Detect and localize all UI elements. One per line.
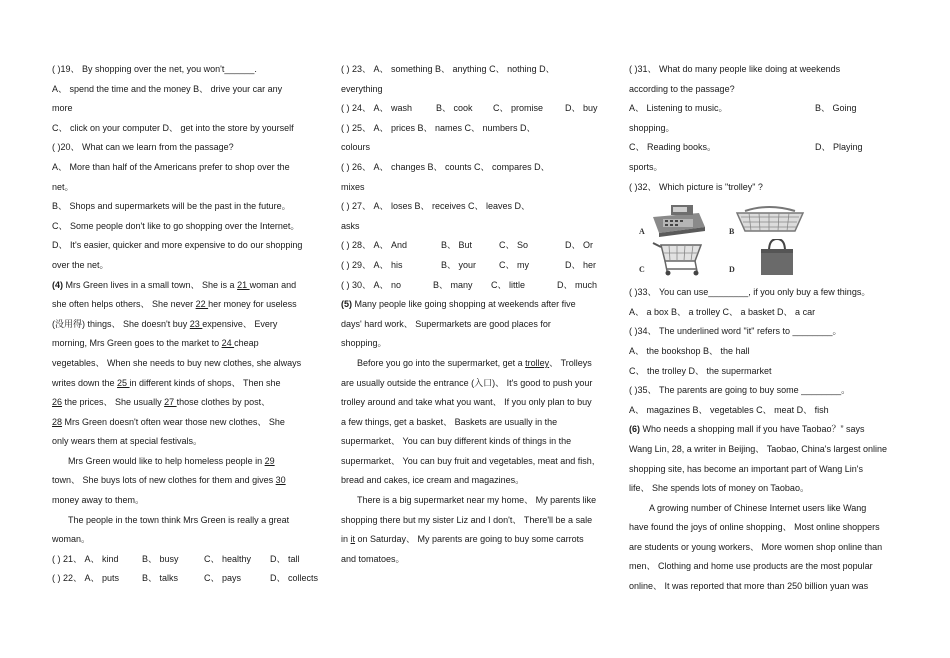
q34-stem: ( )34、 The underlined word "it" refers to ________。 xyxy=(629,326,842,337)
passage-6-line: have found the joys of online shopping、 Most online shoppers xyxy=(629,522,880,533)
passage-6-line: Wang Lin, 28, a writer in Beijing、 Taobao, China's largest online xyxy=(629,443,888,454)
basket-icon xyxy=(729,203,809,237)
blank-22: 22 xyxy=(195,299,209,310)
picture-b-label: B xyxy=(729,227,735,237)
blank-23: 23 xyxy=(189,318,203,329)
underlined-trolley: trolley xyxy=(525,357,550,368)
q27-row: ( ) 27、 A、 loses B、 receives C、 leaves D、 xyxy=(341,201,531,212)
passage-text: (没用得) things、 She doesn't buy xyxy=(52,318,190,329)
q31-option-a: A、 Listening to music。 xyxy=(629,103,728,114)
q33-stem: ( )33、 You can use________, if you only buy a few things。 xyxy=(629,287,871,298)
passage-4-line xyxy=(52,413,322,433)
q29-row xyxy=(341,256,611,276)
q19-option-ab-cont: more xyxy=(52,103,73,114)
q22-option-c: C、 pays xyxy=(204,573,242,584)
passage-text: Many people like going shopping at weekends after five xyxy=(352,299,576,310)
passage-5-line: trolley around and take what you want、 If you only plan to buy xyxy=(341,397,592,408)
q20-option-d-cont: over the net。 xyxy=(52,259,109,270)
q34-options-cd: C、 the trolley D、 the supermarket xyxy=(629,365,772,376)
q29-option-c: C、 my xyxy=(499,259,529,270)
passage-4-line xyxy=(52,393,322,413)
passage-5-line: shopping。 xyxy=(341,338,387,349)
passage-6-line: A growing number of Chinese Internet users like Wang xyxy=(649,502,867,513)
blank-24: 24 xyxy=(221,338,235,349)
q22-row xyxy=(52,569,322,589)
blank-29: 29 xyxy=(264,455,275,466)
q25-row-cont: colours xyxy=(341,142,371,153)
q19-stem: ( )19、 By shopping over the net, you won't______. xyxy=(52,64,257,74)
passage-6-line: online、 It was reported that more than 250 billion yuan was xyxy=(629,581,869,592)
passage-4-line: vegetables、 When she needs to buy new clothes, she always xyxy=(52,357,302,368)
q20-option-a-cont: net。 xyxy=(52,181,74,192)
passage-4-line: only wears them at special festivals。 xyxy=(52,436,203,447)
passage-text: cheap xyxy=(234,338,259,349)
q20-option-b: B、 Shops and supermarkets will be the past in the future。 xyxy=(52,201,291,212)
q31-option-b: B、 Going xyxy=(815,103,857,114)
underlined-it: it xyxy=(350,534,356,545)
column-3 xyxy=(629,60,901,597)
passage-6-line: life、 She spends lots of money on Taobao。 xyxy=(629,483,809,494)
passage-text: Mrs Green would like to help homeless people in xyxy=(68,455,265,466)
picture-b-basket xyxy=(729,203,809,237)
passage-text: Before you go into the supermarket, get a xyxy=(357,357,526,368)
passage-text: morning, Mrs Green goes to the market to xyxy=(52,338,222,349)
passage-5-number: (5) xyxy=(341,299,352,310)
q34-options-ab: A、 the bookshop B、 the hall xyxy=(629,345,750,356)
q31-option-d-cont: sports。 xyxy=(629,161,663,172)
passage-6-line: men、 Clothing and home use products are the most popular xyxy=(629,561,873,572)
passage-text: her money for useless xyxy=(208,299,297,310)
passage-5-line: a few things, get a basket、 Baskets are usually in the xyxy=(341,416,558,427)
column-1 xyxy=(52,60,322,589)
passage-4-line xyxy=(52,315,322,335)
q24-option-c: C、 promise xyxy=(493,103,544,114)
q28-option-d: D、 Or xyxy=(565,240,593,251)
q35-stem: ( )35、 The parents are going to buy some ________。 xyxy=(629,385,851,396)
passage-6-number: (6) xyxy=(629,424,640,435)
passage-text: 、 Trolleys xyxy=(549,357,592,368)
picture-d-label: D xyxy=(729,265,735,275)
q29-option-b: B、 your xyxy=(441,259,477,270)
picture-c-trolley xyxy=(639,239,719,277)
q28-row xyxy=(341,236,611,256)
passage-5-line: days' hard work、 Supermarkets are good places for xyxy=(341,318,551,329)
q24-stem-a: ( ) 24、 A、 wash xyxy=(341,103,413,114)
q30-option-c: C、 little xyxy=(491,279,526,290)
q30-stem-a: ( ) 30、 A、 no xyxy=(341,279,402,290)
q19-option-cd: C、 click on your computer D、 get into the store by yourself xyxy=(52,122,294,133)
passage-text: expensive、 Every xyxy=(202,318,278,329)
q28-stem-a: ( ) 28、 A、 And xyxy=(341,240,408,251)
q30-option-d: D、 much xyxy=(557,279,598,290)
passage-6-line xyxy=(629,420,901,440)
q22-option-b: B、 talks xyxy=(142,573,179,584)
q19-option-ab: A、 spend the time and the money B、 drive your car any xyxy=(52,83,283,94)
q30-option-b: B、 many xyxy=(433,279,473,290)
q22-stem-a: ( ) 22、 A、 puts xyxy=(52,573,120,584)
q30-row xyxy=(341,276,611,296)
blank-26: 26 xyxy=(52,397,63,408)
passage-5-line: supermarket、 You can buy different kinds of things in the xyxy=(341,436,572,447)
q32-stem: ( )32、 Which picture is "trolley" ? xyxy=(629,181,763,192)
trolley-icon xyxy=(639,239,719,277)
passage-5-line: bread and cakes, ice cream and magazines。 xyxy=(341,475,525,486)
passage-4-number: (4) xyxy=(52,279,63,290)
q35-options: A、 magazines B、 vegetables C、 meat D、 fish xyxy=(629,404,829,415)
passage-text: in xyxy=(341,534,351,545)
passage-5-line: supermarket、 You can buy fruit and vegetables, meat and fish, xyxy=(341,455,595,466)
passage-6-line: are students or young workers、 More women shop online than xyxy=(629,541,883,552)
picture-d-bag xyxy=(729,239,809,277)
shopping-bag-icon xyxy=(729,239,809,277)
passage-6-line: shopping site, has become an important part of Wang Lin's xyxy=(629,463,864,474)
passage-5-line xyxy=(341,354,611,374)
picture-c-label: C xyxy=(639,265,645,275)
passage-4-line xyxy=(52,334,322,354)
passage-4-line: money away to them。 xyxy=(52,495,145,506)
q31-option-cd xyxy=(629,138,901,158)
passage-5-line: are usually outside the entrance (入口)、 It's good to push your xyxy=(341,377,593,388)
passage-text: those clothes by post、 xyxy=(176,397,271,408)
q31-option-ab xyxy=(629,99,901,119)
passage-4-line xyxy=(52,276,322,296)
passage-4-line xyxy=(52,452,322,472)
q21-row xyxy=(52,550,322,570)
passage-text: Who needs a shopping mall if you have Taobao？” says xyxy=(640,424,865,435)
passage-text: she often helps others、 She never xyxy=(52,299,196,310)
q23-row: ( ) 23、 A、 something B、 anything C、 nothing D、 xyxy=(341,64,555,74)
q29-option-d: D、 her xyxy=(565,259,597,270)
q25-row: ( ) 25、 A、 prices B、 names C、 numbers D、 xyxy=(341,122,536,133)
q26-row-cont: mixes xyxy=(341,181,365,192)
passage-4-line xyxy=(52,471,322,491)
passage-text: Mrs Green doesn't often wear those new clothes、 She xyxy=(62,416,285,427)
q31-stem: ( )31、 What do many people like doing at weekends xyxy=(629,64,841,74)
passage-text: on Saturday、 My parents are going to buy some carrots xyxy=(355,534,584,545)
blank-30: 30 xyxy=(275,475,286,486)
q31-stem-cont: according to the passage? xyxy=(629,83,735,94)
q21-option-d: D、 tall xyxy=(270,553,300,564)
q28-option-c: C、 So xyxy=(499,240,529,251)
q24-option-d: D、 buy xyxy=(565,103,598,114)
passage-5-line xyxy=(341,530,611,550)
picture-a-label: A xyxy=(639,227,645,237)
q24-row xyxy=(341,99,611,119)
picture-a-cash-register xyxy=(639,203,719,237)
passage-text: Mrs Green lives in a small town、 She is a xyxy=(63,279,238,290)
q31-option-b-cont: shopping。 xyxy=(629,122,675,133)
blank-25: 25 xyxy=(117,377,130,388)
q20-option-a: A、 More than half of the Americans prefer to shop over the xyxy=(52,161,290,172)
q31-option-c: C、 Reading books。 xyxy=(629,142,717,153)
q24-option-b: B、 cook xyxy=(436,103,473,114)
passage-text: writes down the xyxy=(52,377,118,388)
blank-21: 21 xyxy=(237,279,250,290)
q27-row-cont: asks xyxy=(341,220,360,231)
passage-4-line xyxy=(52,374,322,394)
q31-option-d: D、 Playing xyxy=(815,142,863,153)
passage-5-line xyxy=(341,295,611,315)
passage-5-line: shopping there but my sister Liz and I don't、 There'll be a sale xyxy=(341,514,593,525)
q21-stem-a: ( ) 21、 A、 kind xyxy=(52,553,119,564)
q20-stem: ( )20、 What can we learn from the passage? xyxy=(52,142,234,153)
passage-text: town、 She buys lots of new clothes for them and gives xyxy=(52,475,276,486)
q20-option-d: D、 It's easier, quicker and more expensive to do our shopping xyxy=(52,240,303,251)
passage-text: woman and xyxy=(249,279,297,290)
passage-4-line: woman。 xyxy=(52,534,91,545)
q32-pictures xyxy=(629,201,901,281)
q26-row: ( ) 26、 A、 changes B、 counts C、 compares D、 xyxy=(341,161,550,172)
blank-27: 27 xyxy=(164,397,177,408)
q21-option-b: B、 busy xyxy=(142,553,179,564)
passage-5-line: There is a big supermarket near my home、 My parents like xyxy=(357,495,597,506)
q29-stem-a: ( ) 29、 A、 his xyxy=(341,259,403,270)
q20-option-c: C、 Some people don't like to go shopping over the Internet。 xyxy=(52,220,300,231)
q23-row-cont: everything xyxy=(341,83,383,94)
q21-option-c: C、 healthy xyxy=(204,553,252,564)
q28-option-b: B、 But xyxy=(441,240,473,251)
q33-options: A、 a box B、 a trolley C、 a basket D、 a car xyxy=(629,306,816,317)
q22-option-d: D、 collects xyxy=(270,573,319,584)
passage-text: in different kinds of shops、 Then she xyxy=(129,377,281,388)
blank-28: 28 xyxy=(52,416,63,427)
cash-register-icon xyxy=(639,203,719,237)
passage-4-line xyxy=(52,295,322,315)
passage-5-line: and tomatoes。 xyxy=(341,553,405,564)
passage-text: the prices、 She usually xyxy=(62,397,165,408)
column-2 xyxy=(341,60,611,569)
passage-4-line: The people in the town think Mrs Green is really a great xyxy=(68,514,290,525)
